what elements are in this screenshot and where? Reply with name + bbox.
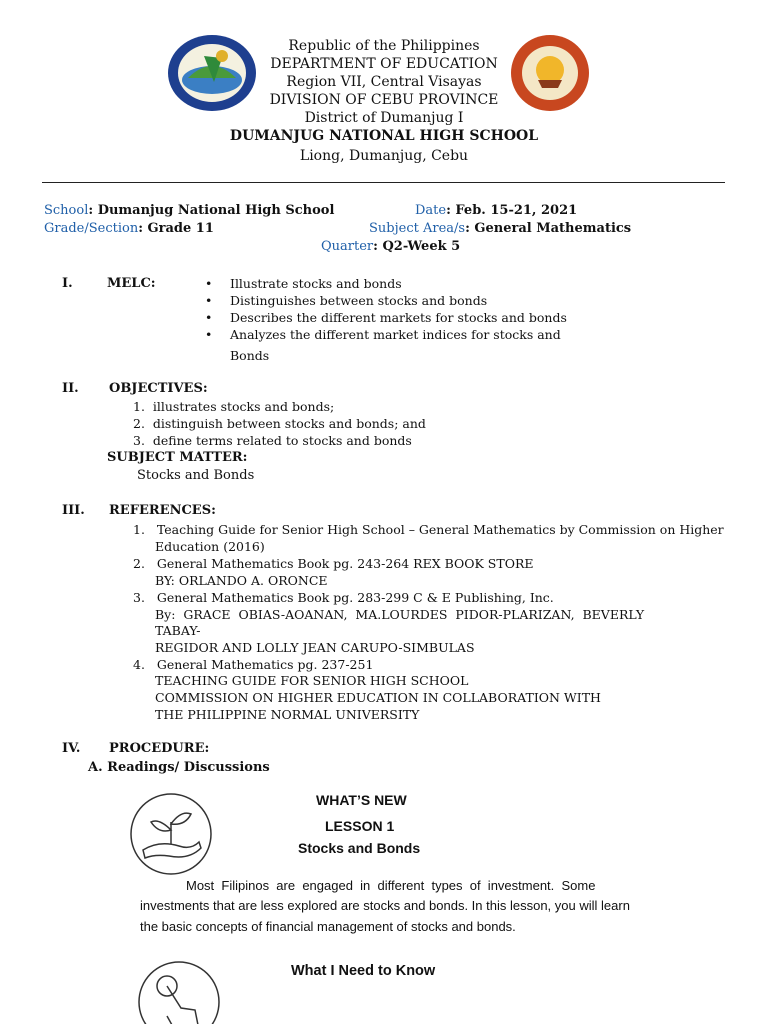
quarter-label: Quarter: [321, 239, 374, 254]
procedure-heading: PROCEDURE:: [109, 741, 210, 756]
school-address: Liong, Dumanjug, Cebu: [299, 148, 469, 164]
subject-matter-value: Stocks and Bonds: [137, 468, 255, 483]
melc-item-continued: Bonds: [230, 348, 270, 363]
school-name: DUMANJUG NATIONAL HIGH SCHOOL: [229, 128, 539, 144]
reference-line: Education (2016): [155, 539, 265, 554]
reference-line: TABAY-: [155, 623, 201, 638]
reference-line: 2. General Mathematics Book pg. 243-264 REX BOOK STORE: [133, 556, 534, 571]
reference-line: THE PHILIPPINE NORMAL UNIVERSITY: [155, 707, 420, 722]
lesson-number: LESSON 1: [325, 818, 395, 834]
quarter-value: : Q2-Week 5: [373, 239, 461, 254]
references-number: III.: [62, 503, 85, 518]
reference-line: TEACHING GUIDE FOR SENIOR HIGH SCHOOL: [155, 673, 469, 688]
grade-field: [44, 220, 214, 237]
references-heading: REFERENCES:: [109, 503, 216, 518]
subject-matter-heading: SUBJECT MATTER:: [107, 450, 248, 465]
need-to-know-title: What I Need to Know: [291, 963, 436, 979]
grade-value: : Grade 11: [138, 221, 214, 236]
objective-item: 2. distinguish between stocks and bonds; and: [133, 416, 426, 431]
subject-field: [369, 220, 631, 237]
header-line-5: District of Dumanjug I: [304, 110, 464, 126]
school-label: School: [44, 203, 89, 218]
lesson-topic: Stocks and Bonds: [298, 840, 421, 856]
melc-number: I.: [62, 276, 73, 291]
reference-line: REGIDOR AND LOLLY JEAN CARUPO-SIMBULAS: [155, 640, 475, 655]
plant-hand-icon: [129, 792, 213, 876]
procedure-number: IV.: [62, 741, 81, 756]
objectives-heading: OBJECTIVES:: [109, 381, 208, 396]
header-line-1: Republic of the Philippines: [288, 38, 480, 54]
header-line-4: DIVISION OF CEBU PROVINCE: [269, 92, 499, 108]
intro-line-1: Most Filipinos are engaged in different types of investment. Some: [186, 878, 596, 893]
date-field: [415, 202, 577, 219]
grade-label: Grade/Section: [44, 221, 139, 236]
whats-new-title: WHAT’S NEW: [316, 792, 407, 808]
school-field: [44, 202, 334, 219]
intro-line-2: investments that are less explored are stocks and bonds. In this lesson, you will learn: [140, 898, 630, 913]
reference-line: BY: ORLANDO A. ORONCE: [155, 573, 328, 588]
reference-line: 4. General Mathematics pg. 237-251: [133, 657, 374, 672]
reference-line: 1. Teaching Guide for Senior High School – General Mathematics by Commission on Higher: [133, 522, 724, 537]
subject-label: Subject Area/s: [369, 221, 466, 236]
touch-hand-icon: [137, 960, 221, 1024]
reference-line: 3. General Mathematics Book pg. 283-299 C & E Publishing, Inc.: [133, 590, 554, 605]
reference-line: COMMISSION ON HIGHER EDUCATION IN COLLABORATION WITH: [155, 690, 601, 705]
header-line-2: DEPARTMENT OF EDUCATION: [270, 56, 498, 72]
melc-heading: MELC:: [107, 276, 156, 291]
objective-item: 1. illustrates stocks and bonds;: [133, 399, 335, 414]
header-divider: [42, 182, 725, 183]
quarter-field: [321, 238, 460, 255]
school-value: : Dumanjug National High School: [88, 203, 335, 218]
melc-item: • Distinguishes between stocks and bonds: [205, 292, 585, 309]
melc-item: • Illustrate stocks and bonds: [205, 275, 585, 292]
date-label: Date: [415, 203, 447, 218]
intro-line-3: the basic concepts of financial management of stocks and bonds.: [140, 919, 516, 934]
readings-subheading: A. Readings/ Discussions: [88, 760, 270, 775]
date-value: : Feb. 15-21, 2021: [446, 203, 578, 218]
header-line-3: Region VII, Central Visayas: [286, 74, 482, 90]
melc-list: [205, 275, 585, 343]
reference-line: By: GRACE OBIAS-AOANAN, MA.LOURDES PIDOR-PLARIZAN, BEVERLY: [155, 607, 645, 622]
melc-item: • Describes the different markets for stocks and bonds: [205, 309, 585, 326]
melc-item: • Analyzes the different market indices for stocks and: [205, 326, 585, 343]
objectives-number: II.: [62, 381, 79, 396]
objective-item: 3. define terms related to stocks and bonds: [133, 433, 412, 448]
subject-value: : General Mathematics: [465, 221, 632, 236]
